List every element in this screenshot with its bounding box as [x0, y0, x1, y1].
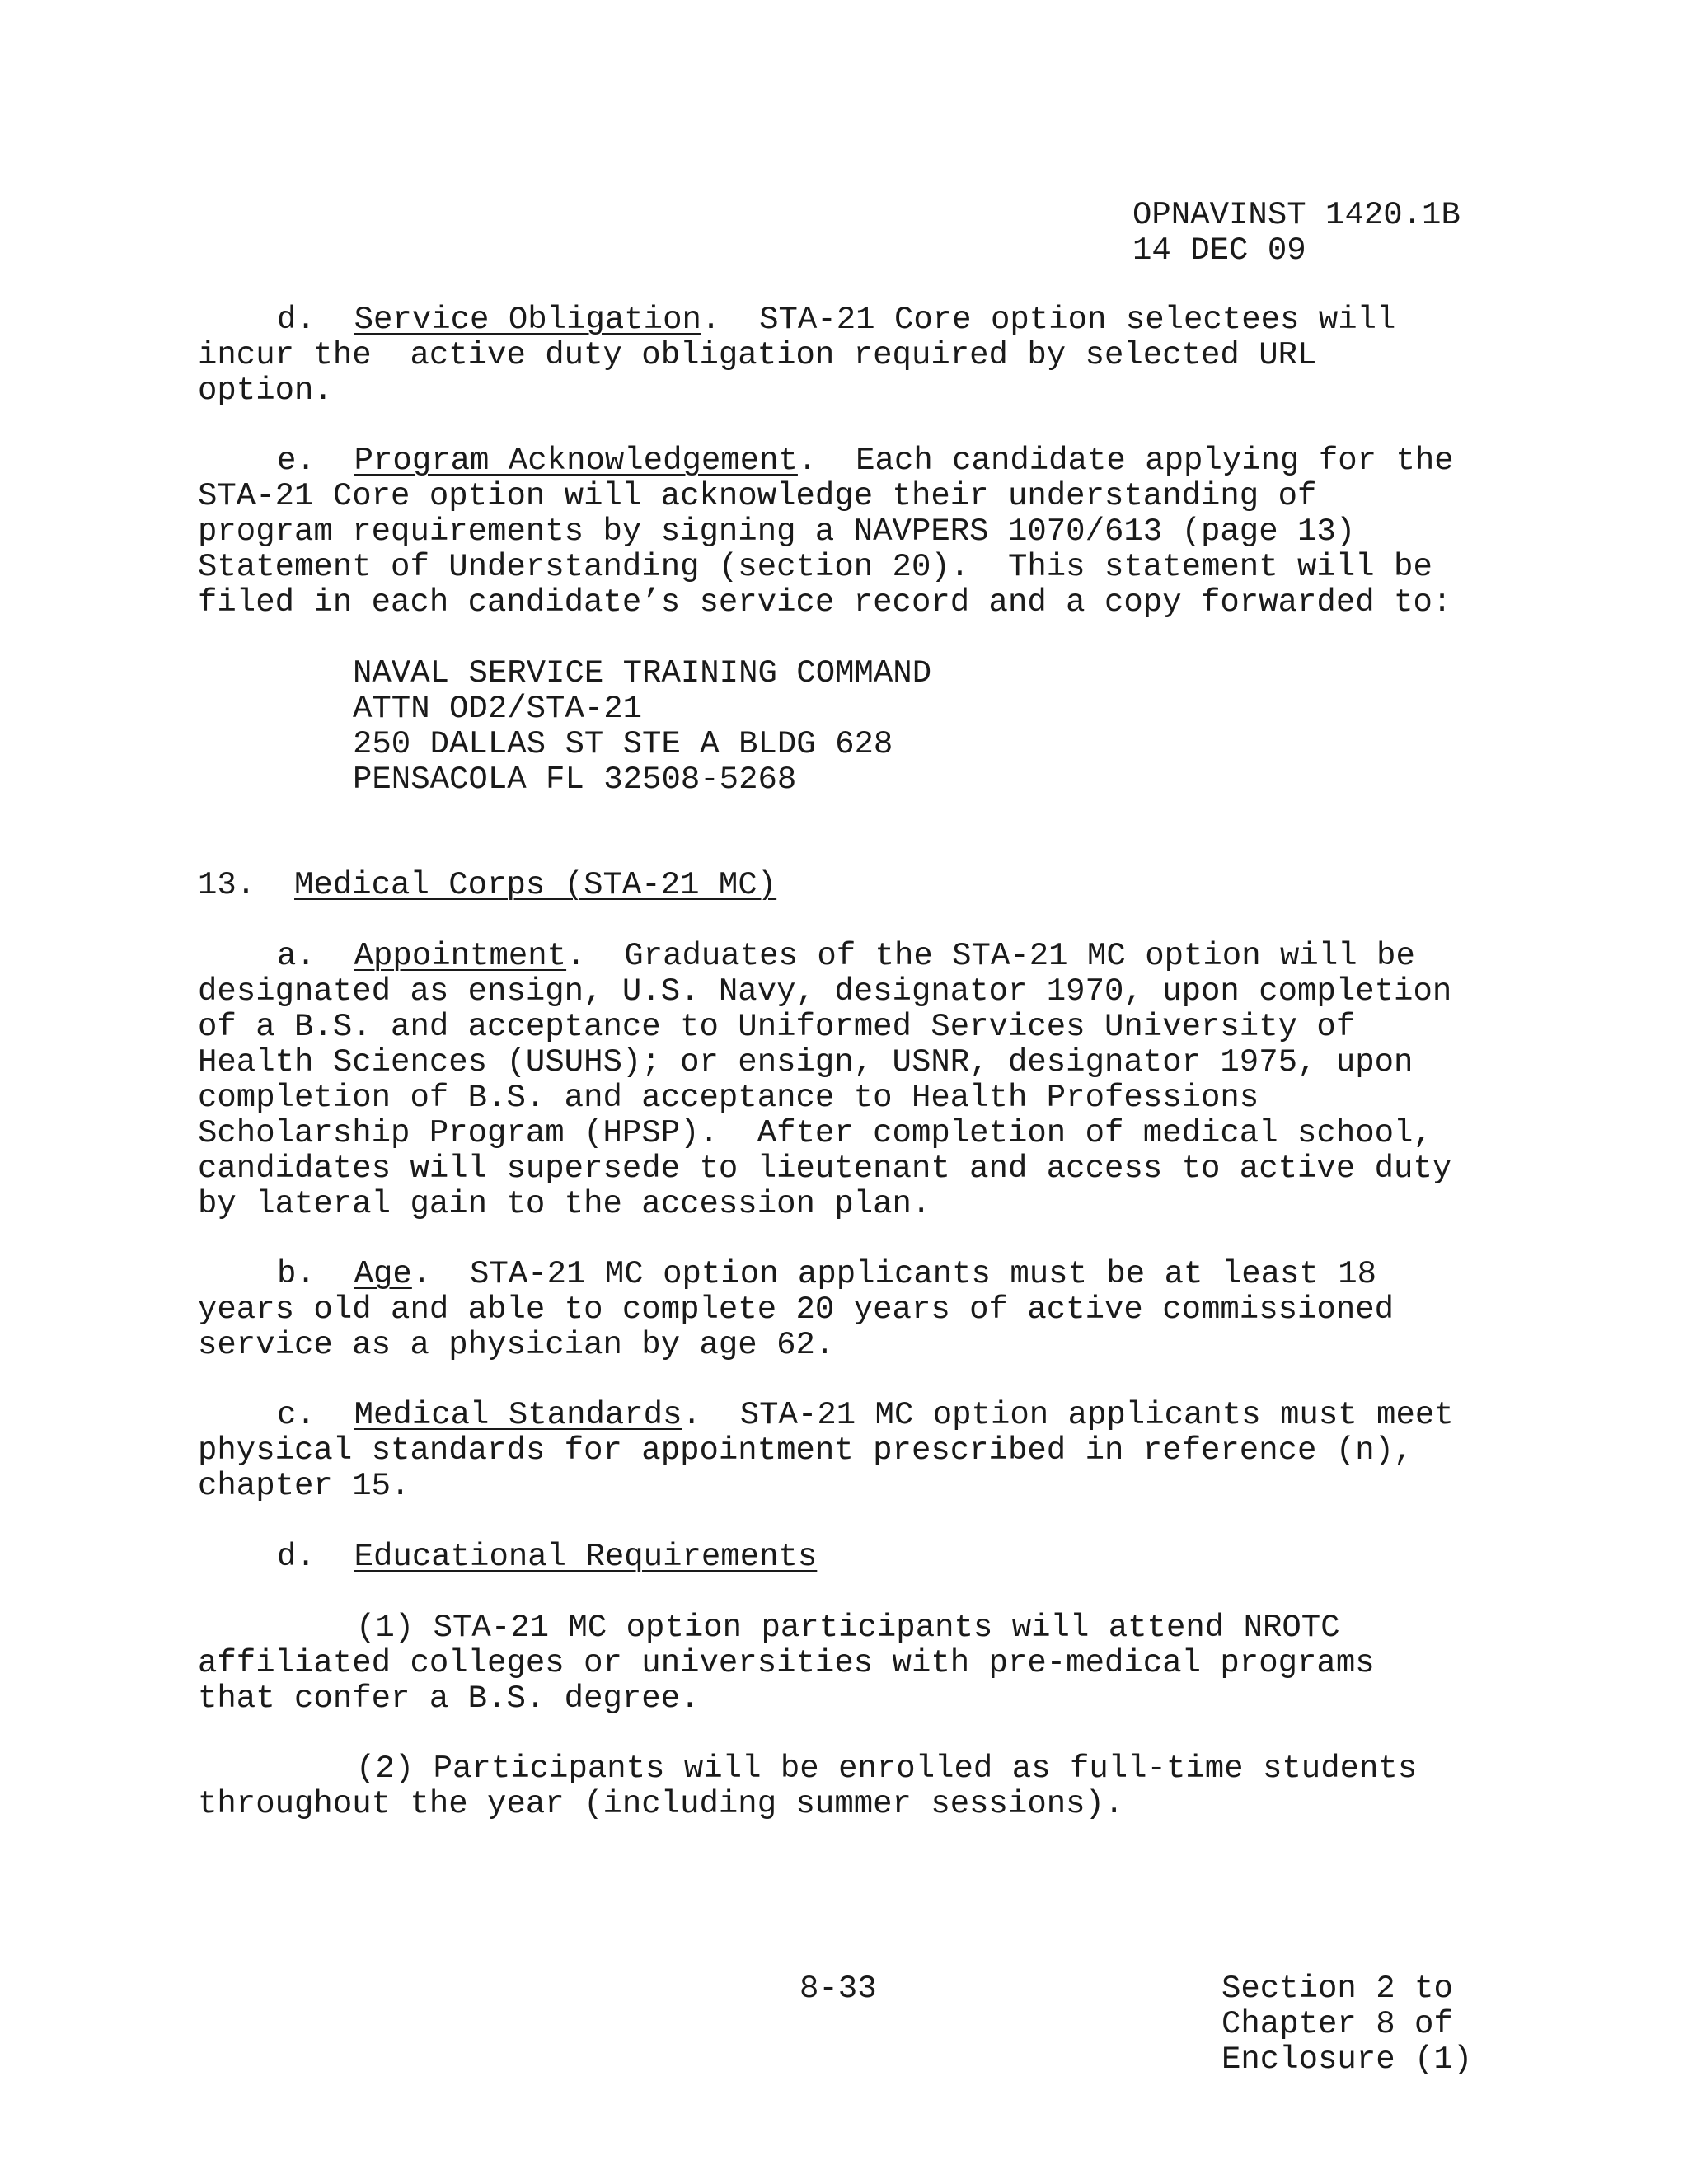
para-13a-heading: Appointment — [354, 938, 567, 974]
para-13d1-body: affiliated colleges or universities with pre-medical programs that confer a B.S. degree. — [198, 1645, 1375, 1717]
para-13b-label: b. — [277, 1256, 316, 1292]
para-12d-first-line: d. Service Obligation. STA-21 Core option selectees will — [277, 302, 1396, 338]
para-13d1-first-line: (1) STA-21 MC option participants will attend NROTC — [356, 1610, 1340, 1646]
para-13a-label: a. — [277, 938, 316, 974]
para-12d-heading: Service Obligation — [354, 302, 701, 338]
para-13c-first-line: c. Medical Standards. STA-21 MC option applicants must meet — [277, 1397, 1454, 1433]
para-12e-body: STA-21 Core option will acknowledge their understanding of program requirements by signing a NAVPERS 1070/613 (page 13) Statement of Understanding (section 20). This statement will be filed in each candidate’s service record and a copy forwarded to: — [198, 478, 1452, 621]
para-13d-heading-line — [277, 1540, 817, 1575]
para-12e-heading: Program Acknowledgement — [354, 443, 798, 479]
instruction-date: 14 DEC 09 — [1132, 232, 1306, 269]
para-13c-label: c. — [277, 1397, 316, 1433]
para-13c-heading: Medical Standards — [354, 1397, 682, 1433]
mailing-address: NAVAL SERVICE TRAINING COMMAND ATTN OD2/STA-21 250 DALLAS ST STE A BLDG 628 PENSACOLA FL 32508-5268 — [353, 655, 932, 798]
instruction-number: OPNAVINST 1420.1B — [1132, 197, 1461, 233]
para-13d-heading: Educational Requirements — [354, 1539, 818, 1575]
para-12d-label: d. — [277, 302, 316, 338]
para-13d2-body: throughout the year (including summer sessions). — [198, 1786, 1124, 1822]
section-13-title: Medical Corps (STA-21 MC) — [294, 867, 777, 903]
para-13c-body: physical standards for appointment prescribed in reference (n), chapter 15. — [198, 1432, 1414, 1504]
footer-section-reference: Section 2 to Chapter 8 of Enclosure (1) — [1221, 1971, 1473, 2078]
para-13d-label: d. — [277, 1539, 316, 1575]
section-13-heading — [198, 868, 776, 903]
para-13b-heading: Age — [354, 1256, 412, 1292]
para-13b-body: years old and able to complete 20 years of active commissioned service as a physician by age 62. — [198, 1291, 1395, 1363]
para-13a-first-line: a. Appointment. Graduates of the STA-21 MC option will be — [277, 938, 1415, 974]
para-12e-label: e. — [277, 443, 316, 479]
para-12e-first-line: e. Program Acknowledgement. Each candidate applying for the — [277, 443, 1454, 479]
section-13-number: 13. — [198, 867, 256, 903]
page-number: 8-33 — [799, 1971, 877, 2007]
para-13b-first-line: b. Age. STA-21 MC option applicants must be at least 18 — [277, 1256, 1377, 1292]
para-13a-body: designated as ensign, U.S. Navy, designator 1970, upon completion of a B.S. and acceptance to Uniformed Services University of Health Sciences (USUHS); or ensign, USNR, designator 1975, upon completion of B.S. and acceptance to Health Professions Scholarship Program (HPSP). After completion of medical school, candidates will supersede to lieutenant and access to active duty by lateral gain to the accession plan. — [198, 973, 1452, 1222]
para-12d-body: incur the active duty obligation required by selected URL option. — [198, 337, 1317, 409]
document-header — [1132, 198, 1461, 269]
para-13d2-first-line: (2) Participants will be enrolled as full-time students — [356, 1750, 1418, 1787]
